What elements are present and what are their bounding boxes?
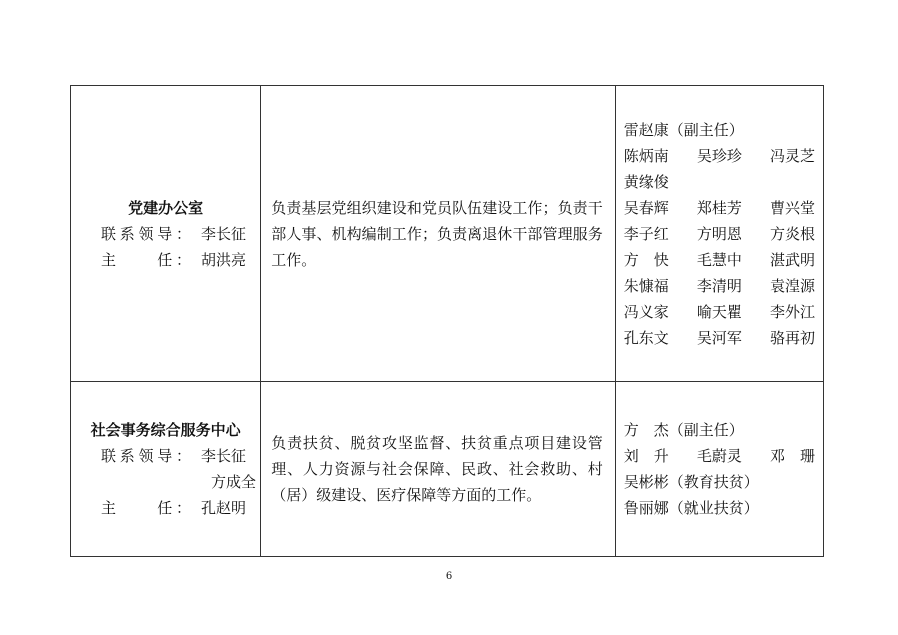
staff-name: 吴珍珍 xyxy=(696,146,742,165)
staff-name: 朱慷福 xyxy=(623,276,669,295)
leader-name: 李长征 xyxy=(201,447,247,465)
unit-name: 社会事务综合服务中心 xyxy=(90,421,241,439)
staff-line xyxy=(624,273,815,299)
director-label: 主 任： xyxy=(101,250,191,269)
staff-name: 吴河军 xyxy=(696,328,742,347)
staff-line xyxy=(624,325,815,351)
staff-name: 方 杰（副主任） xyxy=(623,421,744,439)
staff-name: 方 快 xyxy=(623,250,669,269)
staff-name: 曹兴堂 xyxy=(769,198,815,217)
staff-name: 毛蔚灵 xyxy=(696,447,742,465)
staff-line xyxy=(624,117,815,143)
leader-line xyxy=(71,221,260,247)
staff-name: 喻天瞿 xyxy=(696,302,742,321)
leader-line xyxy=(71,443,260,469)
director-name: 胡洪亮 xyxy=(201,250,247,269)
staff-name: 李外江 xyxy=(769,302,815,321)
director-label: 主 任： xyxy=(101,499,191,517)
staff-line xyxy=(624,195,815,221)
page-number: 6 xyxy=(445,571,453,582)
leader-name: 方成全 xyxy=(211,473,257,491)
duty-cell: 负责基层党组织建设和党员队伍建设工作；负责干部人事、机构编制工作；负责离退休干部管理服务工作。 xyxy=(261,86,615,382)
leader-label: 联系领导： xyxy=(101,224,191,243)
staff-line xyxy=(624,443,815,469)
director-line xyxy=(71,495,260,521)
table-row xyxy=(71,86,824,382)
duty-cell: 负责扶贫、脱贫攻坚监督、扶贫重点项目建设管理、人力资源与社会保障、民政、社会救助、村（居）级建设、医疗保障等方面的工作。 xyxy=(261,382,615,557)
staff-name: 方炎根 xyxy=(769,224,815,243)
staff-name: 孔东文 xyxy=(623,328,669,347)
staff-line xyxy=(624,469,815,495)
staff-cell xyxy=(615,382,823,557)
staff-line xyxy=(624,299,815,325)
staff-name: 李清明 xyxy=(696,276,742,295)
staff-name: 湛武明 xyxy=(769,250,815,269)
staff-line xyxy=(624,417,815,443)
staff-line xyxy=(624,247,815,273)
leader-name: 李长征 xyxy=(201,224,247,243)
table-row xyxy=(71,382,824,557)
staff-name: 冯义家 xyxy=(623,302,669,321)
staff-name: 刘 升 xyxy=(623,447,669,465)
unit-name: 党建办公室 xyxy=(128,198,204,217)
staff-name: 李子红 xyxy=(623,224,669,243)
staff-line xyxy=(624,221,815,247)
staff-name: 吴春辉 xyxy=(623,198,669,217)
staff-name: 吴彬彬（教育扶贫） xyxy=(623,473,759,491)
staff-name: 袁湟源 xyxy=(769,276,815,295)
staff-line xyxy=(624,143,815,169)
staff-name: 黄缘俊 xyxy=(623,172,669,191)
staff-name: 郑桂芳 xyxy=(696,198,742,217)
unit-cell xyxy=(71,382,261,557)
director-line xyxy=(71,247,260,273)
unit-cell xyxy=(71,86,261,382)
staff-name: 方明恩 xyxy=(696,224,742,243)
leader-line xyxy=(71,469,260,495)
staff-name: 雷赵康（副主任） xyxy=(623,120,744,139)
staff-cell xyxy=(615,86,823,382)
staff-name: 陈炳南 xyxy=(623,146,669,165)
staff-name: 鲁丽娜（就业扶贫） xyxy=(623,499,759,517)
staff-name: 毛慧中 xyxy=(696,250,742,269)
staff-name: 冯灵芝 xyxy=(769,146,815,165)
roster-table xyxy=(70,85,824,557)
staff-line xyxy=(624,169,815,195)
leader-label: 联系领导： xyxy=(101,447,191,465)
staff-name: 邓 珊 xyxy=(769,447,815,465)
director-name: 孔赵明 xyxy=(201,499,247,517)
staff-line xyxy=(624,495,815,521)
staff-name: 骆再初 xyxy=(769,328,815,347)
